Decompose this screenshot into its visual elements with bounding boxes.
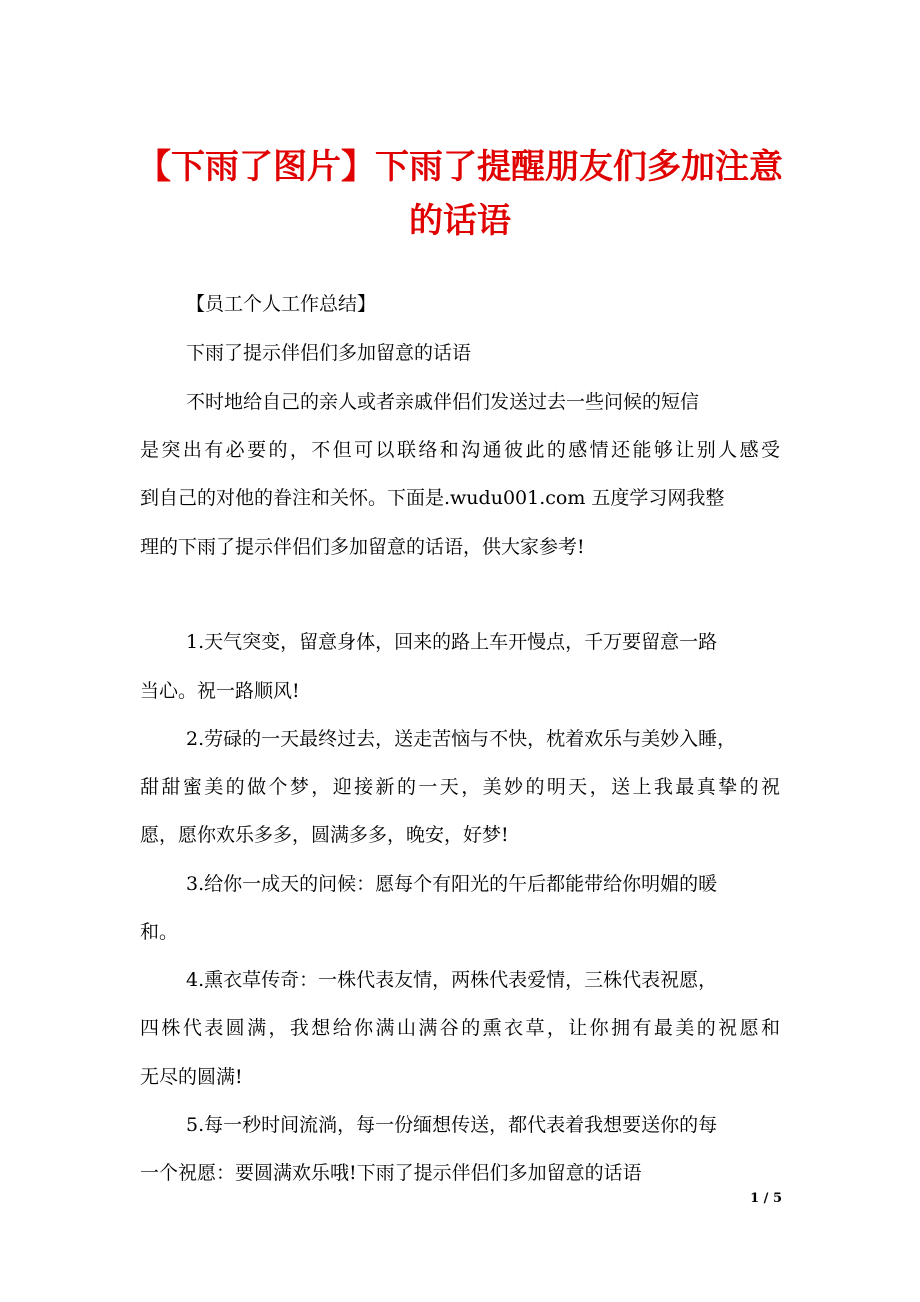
item-line: 3.给你一成天的问候：愿每个有阳光的午后都能带给你明媚的暖 (186, 873, 718, 895)
intro-line: 到自己的对他的眷注和关怀。下面是.wudu001.com 五度学习网我整 (140, 487, 725, 509)
intro-line: 是突出有必要的，不但可以联络和沟通彼此的感情还能够让别人感受 (140, 439, 780, 461)
item-line: 4.熏衣草传奇：一株代表友情，两株代表爱情，三株代表祝愿， (186, 969, 718, 991)
item-line: 四株代表圆满，我想给你满山满谷的熏衣草，让你拥有最美的祝愿和 (140, 1017, 780, 1039)
title-line-2: 的话语 (409, 201, 511, 241)
item-line: 当心。祝一路顺风! (140, 680, 300, 702)
title-line-1: 【下雨了图片】下雨了提醒朋友们多加注意 (137, 147, 783, 187)
item-line: 5.每一秒时间流淌，每一份缅想传送，都代表着我想要送你的每 (186, 1114, 718, 1136)
item-line: 和。 (140, 921, 179, 943)
item-line: 甜甜蜜美的做个梦，迎接新的一天，美妙的明天，送上我最真挚的祝 (140, 776, 780, 798)
item-line: 一个祝愿：要圆满欢乐哦!下雨了提示伴侣们多加留意的话语 (140, 1162, 642, 1184)
document-title (120, 140, 800, 248)
item-line: 1.天气突变，留意身体，回来的路上车开慢点，千万要留意一路 (186, 631, 718, 653)
section-label: 【员工个人工作总结】 (186, 293, 377, 315)
item-line: 2.劳碌的一天最终过去，送走苦恼与不快，枕着欢乐与美妙入睡， (186, 728, 737, 750)
item-line: 无尽的圆满! (140, 1066, 243, 1088)
intro-line: 不时地给自己的亲人或者亲戚伴侣们发送过去一些问候的短信 (186, 391, 700, 413)
item-line: 愿，愿你欢乐多多，圆满多多，晚安，好梦! (140, 824, 509, 846)
page-number: 1 / 5 (750, 1191, 782, 1206)
subtitle: 下雨了提示伴侣们多加留意的话语 (186, 342, 472, 364)
intro-line: 理的下雨了提示伴侣们多加留意的话语，供大家参考! (140, 536, 585, 558)
